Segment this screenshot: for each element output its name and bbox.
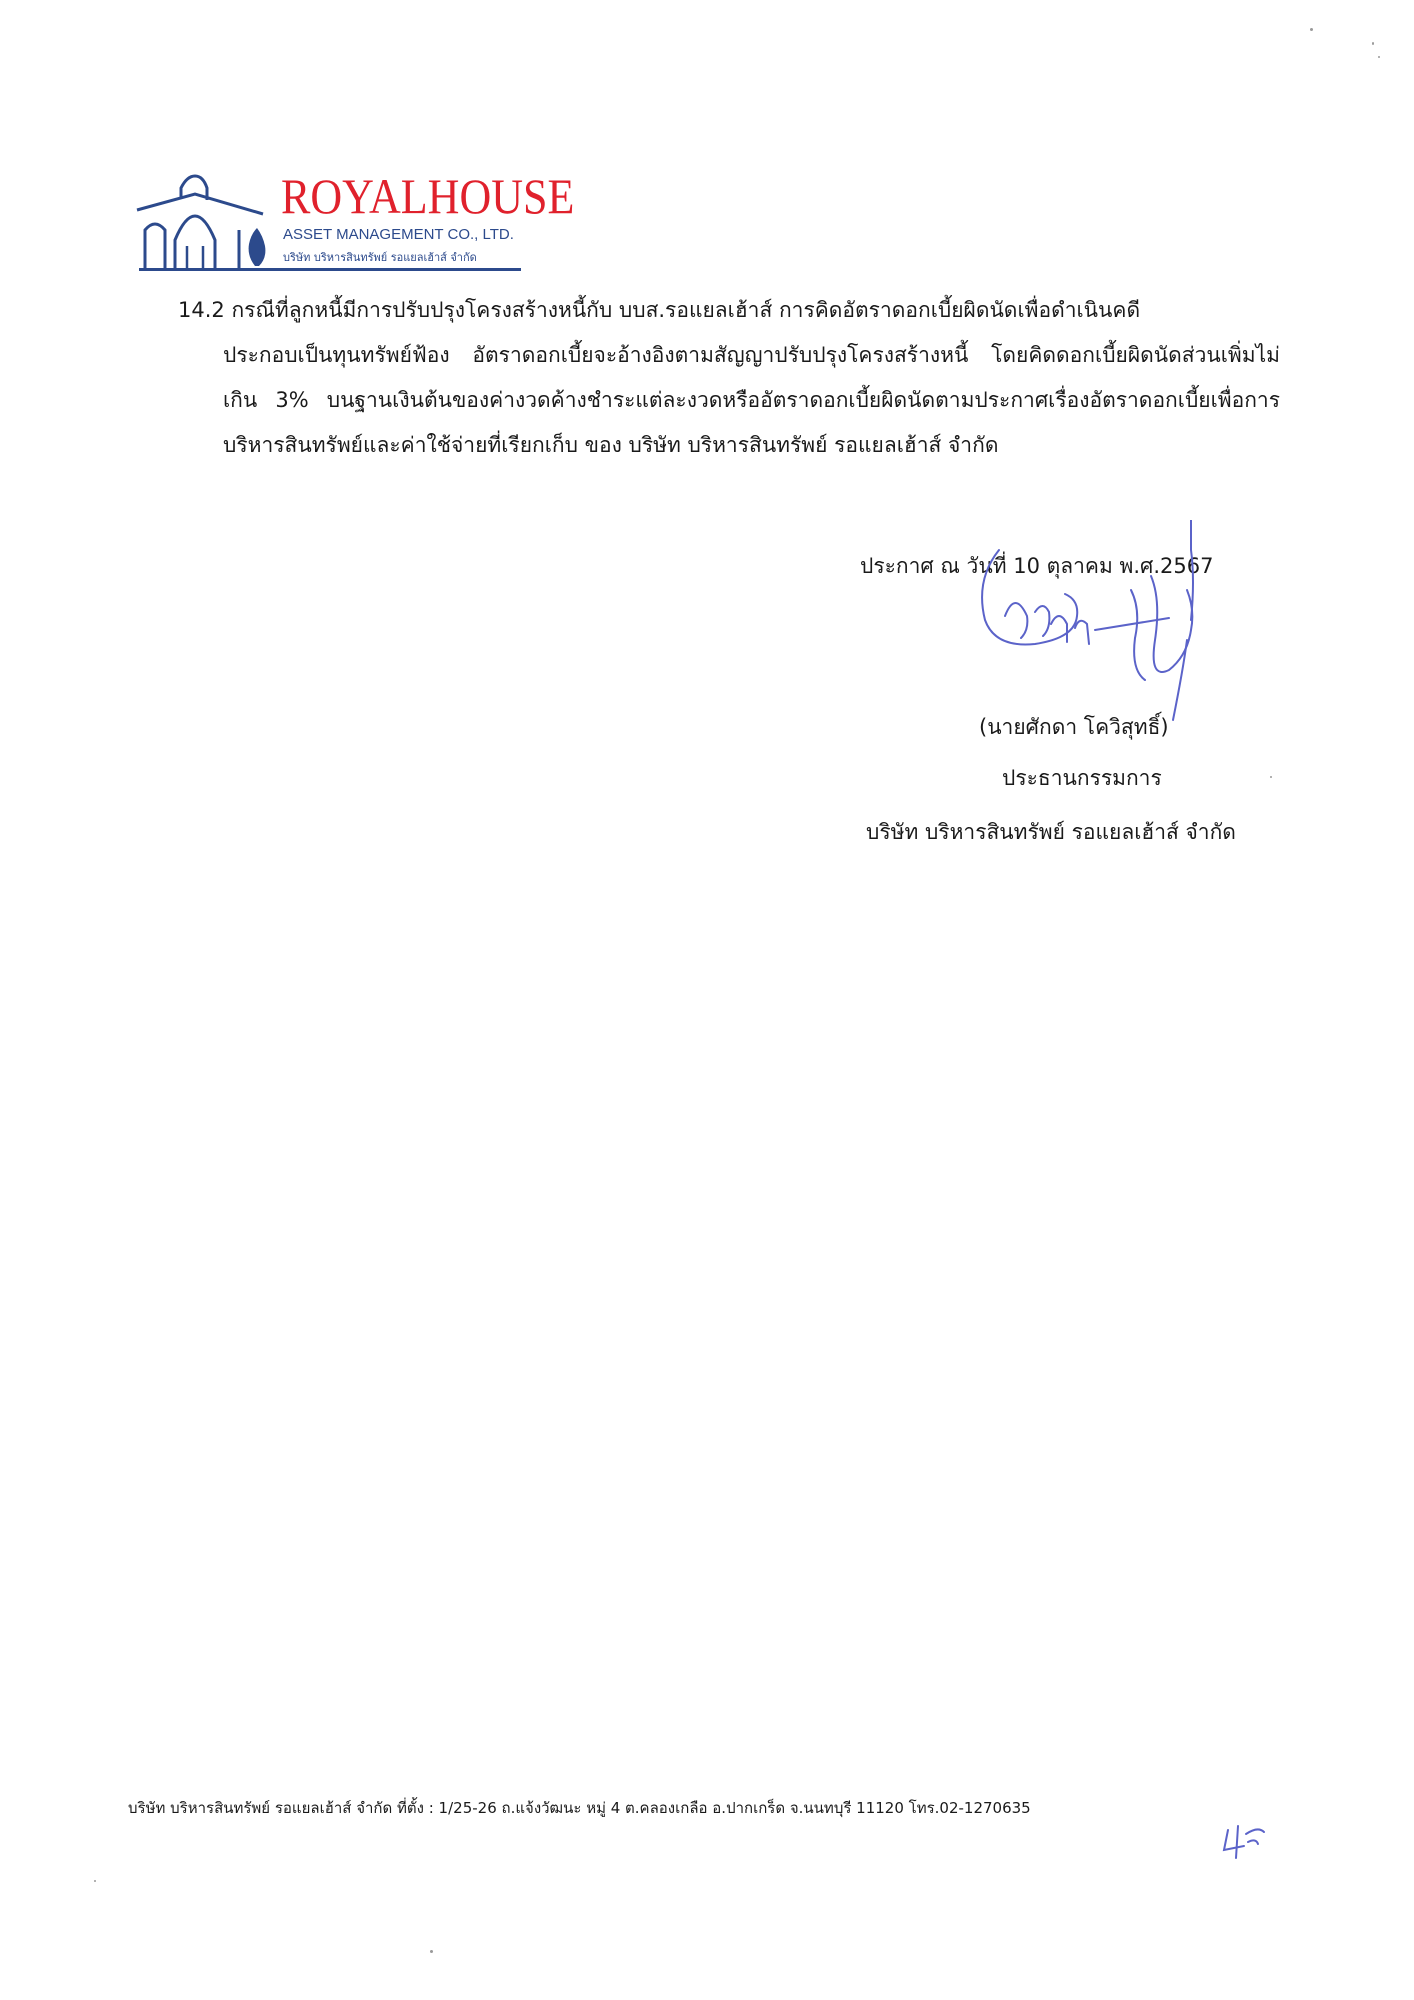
- scan-speck: [430, 1950, 433, 1953]
- brand-name: ROYALHOUSE: [281, 168, 575, 224]
- clause-continuation: ประกอบเป็นทุนทรัพย์ฟ้อง อัตราดอกเบี้ยจะอ้างอิงตามสัญญาปรับปรุงโครงสร้างหนี้ โดยคิดดอกเบี้ยผิดนัดส่วนเพิ่มไม่เกิน 3% บนฐานเงินต้นของค่างวดค้างชำระแต่ละงวดหรืออัตราดอกเบี้ยผิดนัดตามประกาศเรื่องอัตราดอกเบี้ยเพื่อการบริหารสินทรัพย์และค่าใช้จ่ายที่เรียกเก็บ ของ บริษัท บริหารสินทรัพย์ รอแยลเฮ้าส์ จำกัด: [223, 343, 1280, 457]
- signatory-title: ประธานกรรมการ: [1002, 766, 1162, 790]
- handwritten-signature: [955, 520, 1235, 730]
- clause-14-2: [178, 288, 1280, 468]
- scan-speck: [1378, 56, 1380, 58]
- scan-speck: [1310, 28, 1313, 31]
- announcement-date: ประกาศ ณ วันที่ 10 ตุลาคม พ.ศ.2567: [860, 554, 1214, 578]
- signatory-name: (นายศักดา โควิสุทธิ์): [979, 715, 1169, 739]
- footer-address: บริษัท บริหารสินทรัพย์ รอแยลเฮ้าส์ จำกัด ที่ตั้ง : 1/25-26 ถ.แจ้งวัฒนะ หมู่ 4 ต.คลองเกลือ อ.ปากเกร็ด จ.นนทบุรี 11120 โทร.02-1270635: [128, 1799, 1031, 1817]
- brand-subtitle: ASSET MANAGEMENT CO., LTD.: [283, 226, 514, 243]
- letterhead-rule: [139, 268, 521, 271]
- handwritten-initials-mark: [1218, 1822, 1268, 1862]
- house-logo-icon: [135, 170, 275, 272]
- scan-speck: [1270, 776, 1272, 778]
- scan-speck: [94, 1880, 96, 1882]
- signatory-company: บริษัท บริหารสินทรัพย์ รอแยลเฮ้าส์ จำกัด: [866, 820, 1236, 844]
- scan-speck: [1372, 42, 1374, 45]
- company-letterhead: [135, 168, 575, 274]
- brand-thai-name: บริษัท บริหารสินทรัพย์ รอแยลเฮ้าส์ จำกัด: [283, 251, 477, 264]
- clause-first-line: [178, 288, 1280, 333]
- clause-number: 14.2: [178, 298, 225, 322]
- clause-first-line-text: กรณีที่ลูกหนี้มีการปรับปรุงโครงสร้างหนี้กับ บบส.รอแยลเฮ้าส์ การคิดอัตราดอกเบี้ยผิดนัดเพื่อดำเนินคดี: [231, 298, 1141, 322]
